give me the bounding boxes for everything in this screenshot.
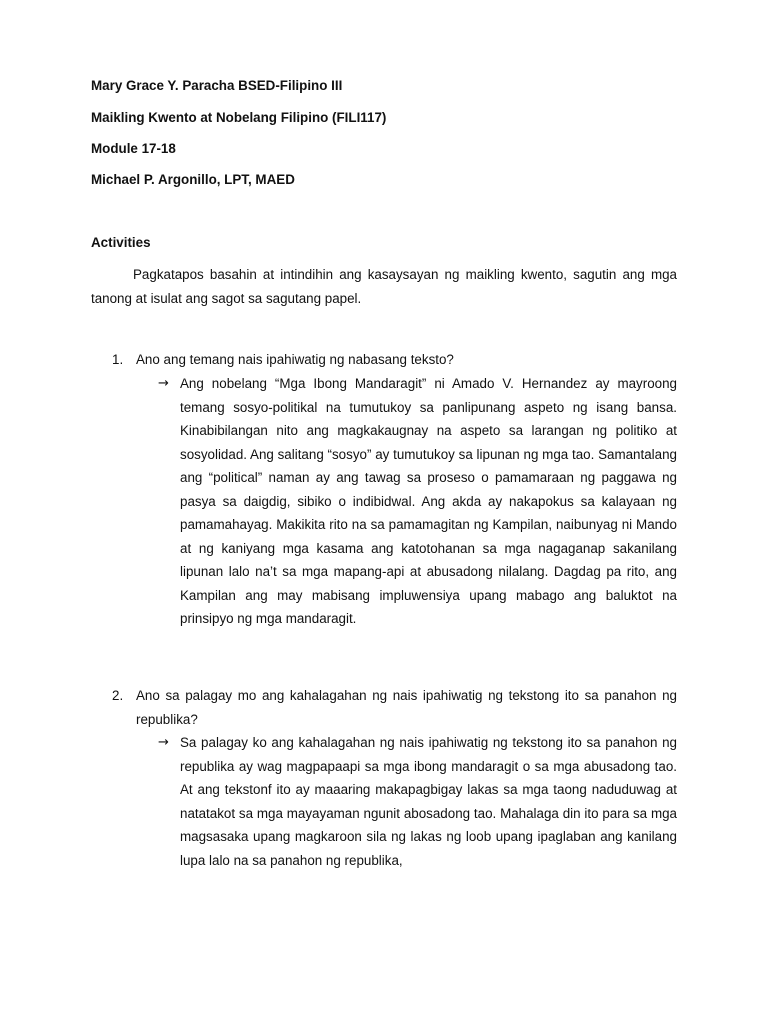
- course-title-line: Maikling Kwento at Nobelang Filipino (FILI117): [91, 110, 387, 125]
- question-item: [112, 348, 677, 372]
- module-line: Module 17-18: [91, 141, 176, 156]
- answer-item: [158, 372, 677, 631]
- right-arrow-icon: →: [158, 376, 169, 391]
- question-number: 2.: [112, 688, 124, 703]
- question-text: Ano sa palagay mo ang kahalagahan ng nais ipahiwatig ng tekstong ito sa panahon ng republika?: [136, 688, 677, 727]
- answer-text: Ang nobelang “Mga Ibong Mandaragit” ni Amado V. Hernandez ay mayroong temang sosyo-politikal na tumutukoy sa panlipunang aspeto ng isang bansa. Kinabibilangan nito ang magkakaugnay na aspeto sa larangan ng politiko at sosyolidad. Ang salitang “sosyo” ay tumutukoy sa lipunan ng mga tao. Samantalang ang “political” naman ay ang tawag sa proseso o pamamaraan ng paggawa ng pasya sa daigdig, sibiko o indibidwal. Ang akda ay nakapokus sa kalayaan ng pamamahayag. Makikita rito na sa pamamagitan ng Kampilan, naibunyag ni Mando at ng kaniyang mga kasama ang katotohanan sa mga nagaganap sakanilang lipunan lalo na’t sa mga mapang-api at abusadong nilalang. Dagdag pa rito, ang Kampilan ang may mabisang impluwensiya upang mabago ang baluktot na prinsipyo ng mga mandaragit.: [180, 376, 677, 626]
- instructor-line: Michael P. Argonillo, LPT, MAED: [91, 172, 295, 187]
- section-title: Activities: [91, 235, 151, 250]
- question-text: Ano ang temang nais ipahiwatig ng nabasang teksto?: [136, 352, 454, 367]
- intro-text: Pagkatapos basahin at intindihin ang kasaysayan ng maikling kwento, sagutin ang mga tanong at isulat ang sagot sa sagutang papel.: [91, 267, 677, 306]
- intro-paragraph: [91, 263, 677, 310]
- answer-item: [158, 731, 677, 872]
- answer-text: Sa palagay ko ang kahalagahan ng nais ipahiwatig ng tekstong ito sa panahon ng republika ay wag magpapaapi sa mga ibong mandaragit o sa mga abusadong tao. At ang tekstonf ito ay maaaring makapagbigay lakas sa mga taong naduduwag at natatakot sa mga mayayaman ngunit abosadong tao. Mahalaga din ito para sa mga magsasaka upang magkaroon sila ng lakas ng loob upang ipaglaban ang kanilang lupa lalo na sa panahon ng republika,: [180, 735, 677, 868]
- question-number: 1.: [112, 352, 124, 367]
- student-name-line: Mary Grace Y. Paracha BSED-Filipino III: [91, 78, 343, 93]
- right-arrow-icon: →: [158, 735, 169, 750]
- question-item: [112, 684, 677, 731]
